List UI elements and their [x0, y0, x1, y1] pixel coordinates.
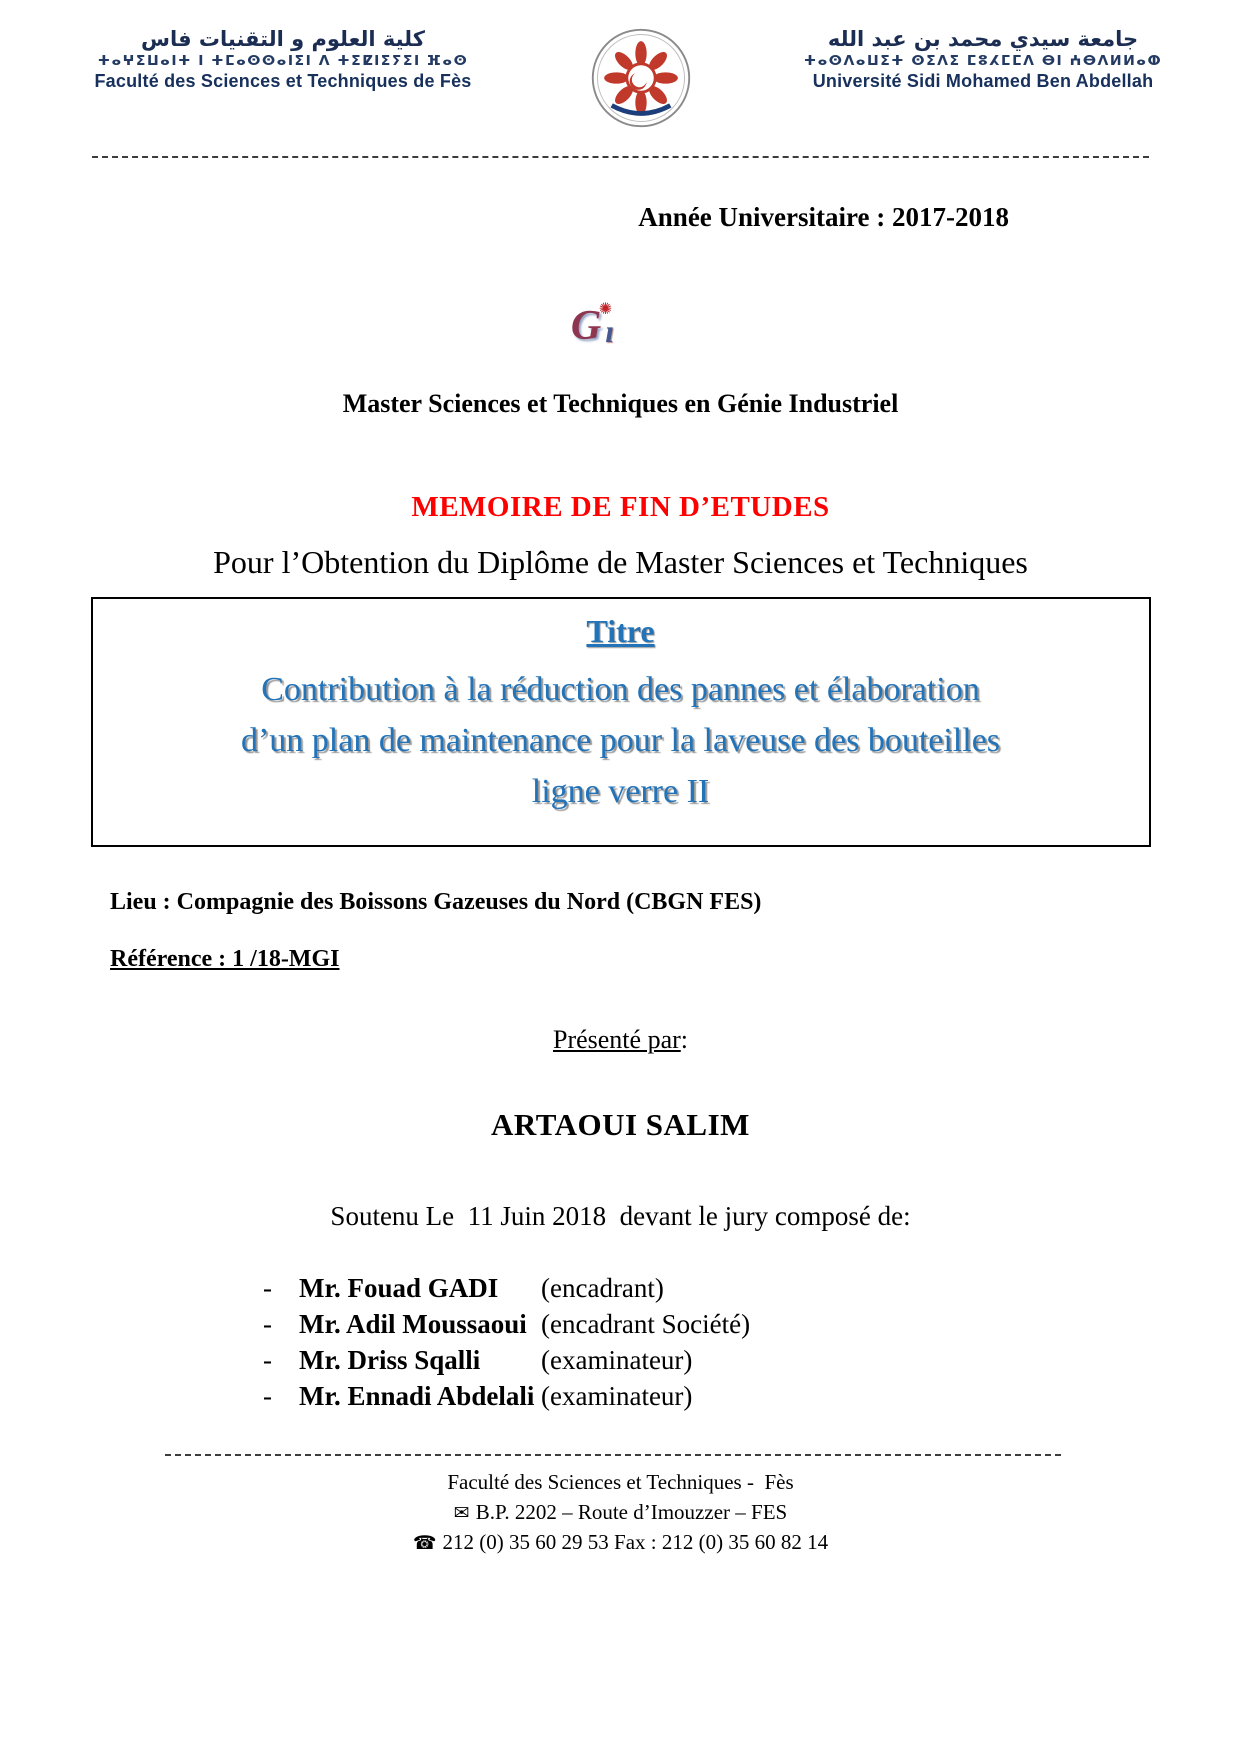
jury-member-role: (examinateur)	[541, 1345, 693, 1375]
diploma-subtitle: Pour l’Obtention du Diplôme de Master Sciences et Techniques	[213, 544, 1028, 580]
titre-label: Titre	[586, 613, 655, 649]
faculty-header-block	[58, 26, 508, 93]
university-name-tifinagh: ⵜⴰⵙⴷⴰⵡⵉⵜ ⵙⵉⴷⵉ ⵎⵓⵃⵎⵎⴷ ⴱⵏ ⵄⴱⴷⵍⵍⴰⵀ	[803, 53, 1163, 70]
jury-member-name: Mr. Adil Moussaoui	[299, 1309, 527, 1339]
jury-dash: -	[263, 1309, 272, 1339]
university-name-french: Université Sidi Mohamed Ben Abdellah	[812, 71, 1154, 92]
gi-logo-letter-i: ı ✺	[598, 299, 615, 349]
presented-by-line	[0, 1025, 1241, 1055]
jury-dash: -	[263, 1345, 272, 1375]
header-separator	[92, 156, 1149, 158]
thesis-title-line1: Contribution à la réduction des pannes et élaboration	[261, 671, 980, 708]
jury-row	[263, 1378, 1241, 1414]
academic-year: Année Universitaire : 2017-2018	[638, 202, 1009, 232]
thesis-title-box	[91, 597, 1151, 847]
jury-member-role: (encadrant Société)	[541, 1309, 751, 1339]
university-name-arabic: جامعة سيدي محمد بن عبد الله	[827, 27, 1139, 51]
jury-dash: -	[263, 1273, 272, 1303]
master-program-title: Master Sciences et Techniques en Génie Industriel	[342, 389, 899, 418]
faculty-name-french: Faculté des Sciences et Techniques de Fès	[94, 71, 472, 92]
location-line: Lieu : Compagnie des Boissons Gazeuses du Nord (CBGN FES)	[110, 889, 762, 915]
thesis-title	[117, 664, 1125, 817]
jury-member-role: (examinateur)	[541, 1381, 693, 1411]
jury-member-role: (encadrant)	[541, 1273, 664, 1303]
presented-by-label: Présenté par	[552, 1025, 681, 1054]
jury-dash: -	[263, 1381, 272, 1411]
jury-list	[263, 1270, 1241, 1414]
defense-date-line: Soutenu Le 11 Juin 2018 devant le jury composé de:	[330, 1201, 911, 1231]
faculty-name-arabic: كلية العلوم و التقنيات فاس	[141, 27, 425, 51]
jury-member-name: Mr. Fouad GADI	[299, 1273, 499, 1303]
jury-row	[263, 1342, 1241, 1378]
university-seal-logo	[586, 26, 696, 130]
envelope-icon: ✉	[453, 1501, 470, 1524]
university-header-block	[773, 26, 1193, 93]
thesis-title-line2: d’un plan de maintenance pour la laveuse des bouteilles	[240, 722, 1001, 759]
phone-icon: ☎	[412, 1531, 437, 1554]
jury-row	[263, 1306, 1241, 1342]
gi-logo-letter-g: G	[570, 303, 602, 349]
thesis-title-line3: ligne verre II	[531, 773, 710, 810]
page-footer	[0, 1468, 1241, 1557]
gi-program-logo	[0, 289, 1213, 347]
footer-phone-text: 212 (0) 35 60 29 53 Fax : 212 (0) 35 60 82 14	[442, 1529, 829, 1554]
reference-line: Référence : 1 /18-MGI	[110, 946, 340, 972]
presented-by-colon: :	[680, 1025, 688, 1054]
jury-member-name: Mr. Driss Sqalli	[299, 1345, 481, 1375]
footer-faculty-line: Faculté des Sciences et Techniques - Fès	[447, 1470, 794, 1494]
footer-phone-line	[0, 1528, 1241, 1558]
footer-address-line	[0, 1498, 1241, 1528]
jury-row	[263, 1270, 1241, 1306]
footer-address-text: B.P. 2202 – Route d’Imouzzer – FES	[475, 1499, 788, 1524]
footer-separator	[165, 1454, 1061, 1456]
author-name: ARTAOUI SALIM	[491, 1107, 750, 1142]
page-header	[0, 0, 1241, 130]
jury-member-name: Mr. Ennadi Abdelali	[299, 1381, 535, 1411]
memoire-heading: MEMOIRE DE FIN D’ETUDES	[411, 491, 830, 523]
faculty-name-tifinagh: ⵜⴰⵖⵉⵡⴰⵏⵜ ⵏ ⵜⵎⴰⵙⵙⴰⵏⵉⵏ ⴷ ⵜⵉⵇⵏⵉⵢⵉⵏ ⴼⴰⵙ	[97, 53, 469, 70]
gear-icon: ✺	[598, 299, 613, 318]
